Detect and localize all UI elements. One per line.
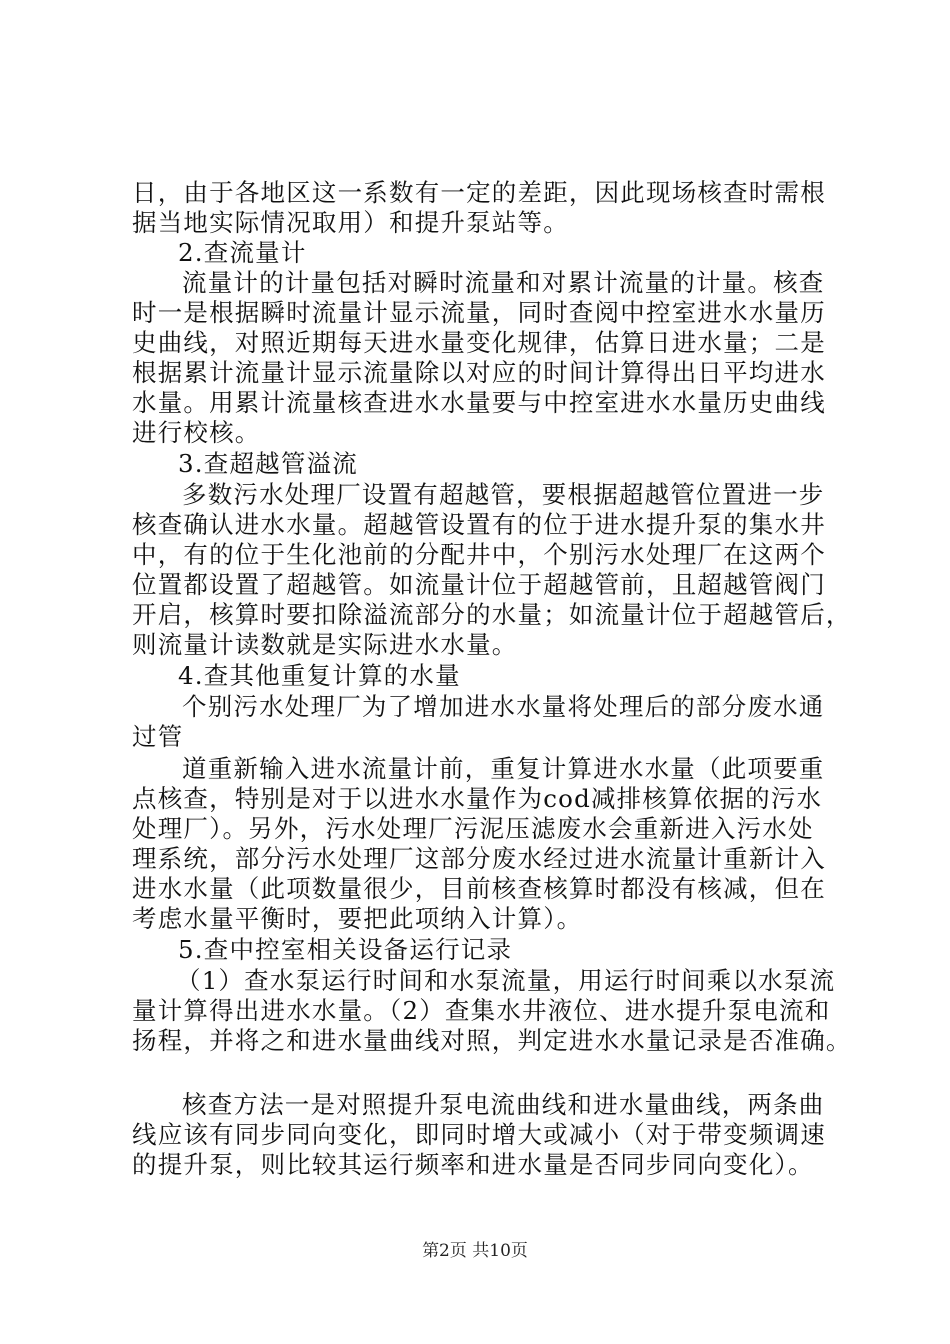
text-line: 道重新输入进水流量计前，重复计算进水水量（此项要重	[182, 754, 825, 783]
text-line: 线应该有同步同向变化，即同时增大或减小（对于带变频调速	[132, 1120, 826, 1149]
page-number-footer: 第2页 共10页	[422, 1241, 528, 1261]
text-line: 点核查，特别是对于以进水水量作为cod减排核算依据的污水	[132, 784, 823, 813]
text-line: 理系统，部分污水处理厂这部分废水经过进水流量计重新计入	[132, 844, 826, 873]
text-line: （1）查水泵运行时间和水泵流量，用运行时间乘以水泵流	[176, 966, 836, 995]
text-line: 流量计的计量包括对瞬时流量和对累计流量的计量。核查	[182, 268, 825, 297]
text-line: 核查方法一是对照提升泵电流曲线和进水量曲线，两条曲	[182, 1090, 825, 1119]
text-line: 根据累计流量计显示流量除以对应的时间计算得出日平均进水	[132, 358, 826, 387]
text-line: 多数污水处理厂设置有超越管，要根据超越管位置进一步	[182, 480, 825, 509]
text-line: 进水水量（此项数量很少，目前核查核算时都没有核减，但在	[132, 874, 826, 903]
text-line: 处理厂）。另外，污水处理厂污泥压滤废水会重新进入污水处	[132, 814, 814, 843]
text-line: 扬程，并将之和进水量曲线对照，判定进水水量记录是否准确。	[132, 1026, 852, 1055]
text-line: 进行校核。	[132, 418, 261, 447]
text-line: 日，由于各地区这一系数有一定的差距，因此现场核查时需根	[132, 178, 826, 207]
text-line: 时一是根据瞬时流量计显示流量，同时查阅中控室进水水量历	[132, 298, 826, 327]
text-line: 开启，核算时要扣除溢流部分的水量；如流量计位于超越管后，	[132, 600, 852, 629]
text-line: 个别污水处理厂为了增加进水水量将处理后的部分废水通	[182, 692, 825, 721]
text-line: 据当地实际情况取用）和提升泵站等。	[132, 208, 569, 237]
text-line: 核查确认进水水量。超越管设置有的位于进水提升泵的集水井	[132, 510, 826, 539]
text-line: 水量。用累计流量核查进水水量要与中控室进水水量历史曲线	[132, 388, 826, 417]
text-line: 的提升泵，则比较其运行频率和进水量是否同步同向变化）。	[132, 1150, 814, 1179]
text-line: 考虑水量平衡时，要把此项纳入计算）。	[132, 904, 583, 933]
text-line: 过管	[132, 722, 184, 751]
text-line: 史曲线，对照近期每天进水量变化规律，估算日进水量；二是	[132, 328, 826, 357]
section-heading: 2.查流量计	[178, 238, 307, 267]
section-heading: 3.查超越管溢流	[178, 449, 358, 478]
text-line: 量计算得出进水水量。（2）查集水井液位、进水提升泵电流和	[132, 996, 831, 1025]
section-heading: 4.查其他重复计算的水量	[178, 661, 461, 690]
text-line: 位置都设置了超越管。如流量计位于超越管前，且超越管阀门	[132, 570, 826, 599]
text-line: 则流量计读数就是实际进水水量。	[132, 630, 518, 659]
text-line: 中，有的位于生化池前的分配井中，个别污水处理厂在这两个	[132, 540, 826, 569]
section-heading: 5.查中控室相关设备运行记录	[178, 935, 513, 964]
